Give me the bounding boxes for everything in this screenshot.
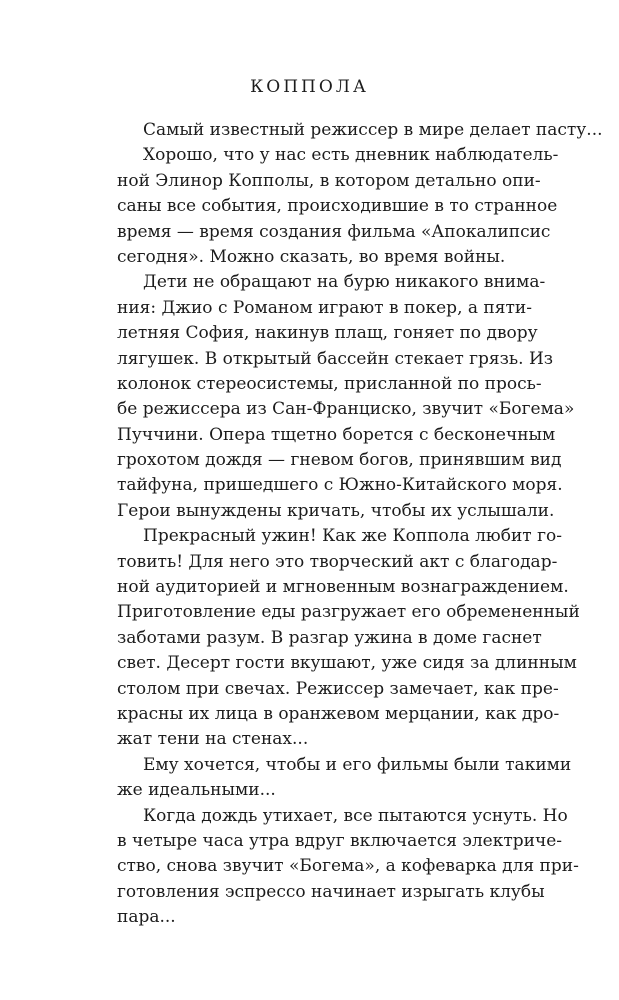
text-line: Хорошо, что у нас есть дневник наблюдатель- (143, 145, 559, 166)
text-line: Самый известный режиссер в мире делает пасту... (143, 120, 603, 140)
text-line: грохотом дождя — гневом богов, принявшим вид (117, 450, 562, 471)
text-line: Прекрасный ужин! Как же Коппола любит го- (143, 526, 562, 547)
paragraph (117, 804, 579, 931)
text-line: заботами разум. В разгар ужина в доме гаснет (117, 627, 542, 648)
text-line: сегодня». Можно сказать, во время войны. (117, 246, 506, 267)
text-line: ния: Джио с Романом играют в покер, а пяти- (117, 297, 532, 318)
text-line: бе режиссера из Сан-Франциско, звучит «Богема» (117, 399, 575, 420)
text-line: пара... (117, 907, 176, 928)
text-line: красны их лица в оранжевом мерцании, как дро- (117, 703, 560, 724)
text-line: ство, снова звучит «Богема», а кофеварка для при- (117, 856, 579, 877)
text-line: столом при свечах. Режиссер замечает, как пре- (117, 678, 559, 699)
text-line: же идеальными... (117, 780, 276, 801)
text-line: свет. Десерт гости вкушают, уже сидя за длинным (117, 653, 577, 674)
body-text (117, 118, 603, 931)
paragraph (117, 753, 572, 804)
text-line: ной аудиторией и мгновенным вознаграждением. (117, 577, 569, 598)
chapter-title: КОППОЛА (250, 77, 369, 97)
paragraph (117, 524, 580, 753)
text-line: готовления эспрессо начинает изрыгать клубы (117, 881, 545, 902)
text-line: Герои вынуждены кричать, чтобы их услышали. (117, 500, 555, 521)
text-line: Дети не обращают на бурю никакого внима- (143, 272, 546, 293)
text-line: товить! Для него это творческий акт с благодар- (117, 551, 558, 572)
paragraph (117, 270, 575, 524)
text-line: тайфуна, пришедшего с Южно-Китайского моря. (117, 475, 563, 496)
text-line: жат тени на стенах... (117, 729, 309, 750)
text-line: лягушек. В открытый бассейн стекает грязь. Из (117, 348, 554, 369)
text-line: Когда дождь утихает, все пытаются уснуть. Но (143, 805, 568, 826)
text-line: Приготовление еды разгружает его обремененный (117, 602, 580, 623)
text-line: летняя София, накинув плащ, гоняет по двору (117, 323, 538, 344)
paragraph (117, 118, 603, 143)
text-line: Пуччини. Опера тщетно борется с бесконечным (117, 424, 556, 445)
text-line: саны все события, происходившие в то странное (117, 196, 558, 217)
text-line: Ему хочется, чтобы и его фильмы были такими (143, 754, 572, 775)
text-line: время — время создания фильма «Апокалипсис (117, 221, 551, 242)
text-line: в четыре часа утра вдруг включается электриче- (117, 830, 563, 851)
paragraph (117, 143, 559, 270)
text-line: ной Элинор Копполы, в котором детально опи- (117, 170, 541, 191)
text-line: колонок стереосистемы, присланной по прось- (117, 373, 542, 394)
